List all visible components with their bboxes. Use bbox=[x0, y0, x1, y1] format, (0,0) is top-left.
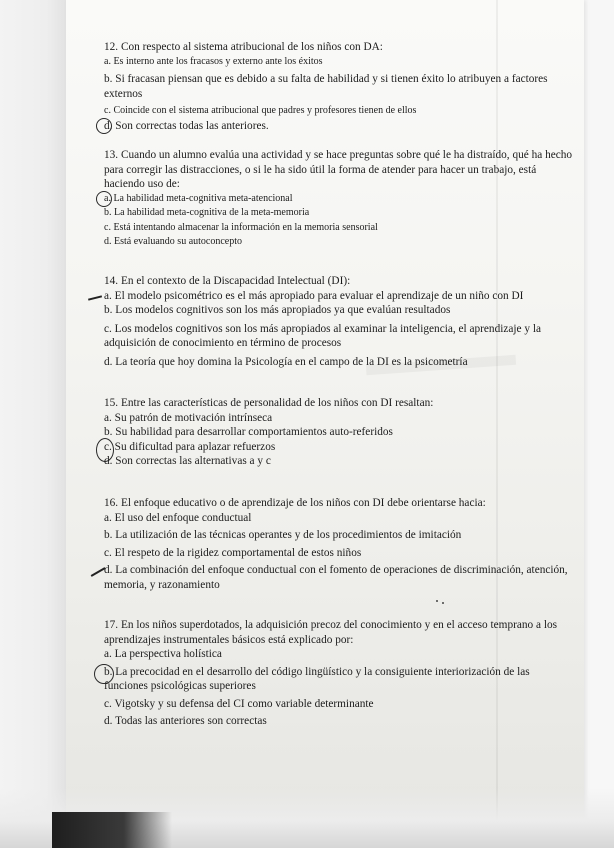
option-c-wrapper bbox=[104, 440, 574, 455]
left-margin bbox=[0, 0, 66, 848]
option-a: a. El uso del enfoque conductual bbox=[104, 511, 252, 524]
option-b: b. La habilidad meta-cognitiva de la meta-memoria bbox=[104, 207, 310, 218]
option-b: b. La utilización de las técnicas operantes y de los procedimientos de imitación bbox=[104, 529, 462, 541]
option-b: b. La precocidad en el desarrollo del código lingüístico y la consiguiente interiorización de las funciones psicológicas superiores bbox=[104, 665, 530, 692]
question-stem: 13. Cuando un alumno evalúa una actividad y se hace preguntas sobre qué le ha distraído, qué ha hecho para corregir las distracciones, o si le ha sido útil la forma de atender para hacer un trabajo, está haciendo uso de: bbox=[104, 149, 573, 190]
option-a-wrapper bbox=[104, 289, 574, 304]
answer-tick-mark bbox=[88, 295, 102, 300]
question-stem: 16. El enfoque educativo o de aprendizaje de los niños con DI debe orientarse hacia: bbox=[104, 497, 486, 509]
option-c: c. Los modelos cognitivos son los más apropiados al examinar la inteligencia, el aprendizaje y la adquisición de conocimiento en término de procesos bbox=[104, 322, 541, 349]
option-d: d. Son correctas todas las anteriores. bbox=[104, 119, 269, 132]
answer-circle-mark bbox=[94, 664, 114, 684]
exam-sheet bbox=[66, 0, 584, 830]
question-stem: 15. Entre las características de personalidad de los niños con DI resaltan: bbox=[104, 397, 434, 409]
question-16 bbox=[104, 496, 574, 592]
question-12 bbox=[104, 40, 574, 133]
option-c: c. Su dificultad para aplazar refuerzos bbox=[104, 440, 276, 453]
question-15 bbox=[104, 396, 574, 469]
option-a: a. El modelo psicométrico es el más apropiado para evaluar el aprendizaje de un niño con DI bbox=[104, 289, 524, 302]
question-17 bbox=[104, 618, 574, 729]
option-a: a. Su patrón de motivación intrínseca bbox=[104, 411, 273, 424]
option-d: d. Está evaluando su autoconcepto bbox=[104, 236, 243, 247]
option-d: d. La combinación del enfoque conductual con el fomento de operaciones de discriminación, atención, memoria, y razonamiento bbox=[104, 564, 568, 591]
option-a: a. La habilidad meta-cognitiva meta-atencional bbox=[104, 192, 293, 204]
answer-circle-mark bbox=[96, 191, 112, 207]
option-d: d. Son correctas las alternativas a y c bbox=[104, 455, 271, 467]
option-d: d. Todas las anteriores son correctas bbox=[104, 715, 267, 727]
option-d-wrapper bbox=[104, 563, 574, 592]
question-stem: 14. En el contexto de la Discapacidad Intelectual (DI): bbox=[104, 275, 351, 287]
question-13 bbox=[104, 148, 574, 250]
option-d: d. La teoría que hoy domina la Psicología en el campo de la DI es la psicometría bbox=[104, 355, 468, 368]
option-b-wrapper bbox=[104, 665, 574, 694]
option-c: c. El respeto de la rigidez comportamental de estos niños bbox=[104, 546, 362, 559]
option-b: b. Si fracasan piensan que es debido a su falta de habilidad y si tienen éxito lo atribuyen a factores externos bbox=[104, 73, 548, 100]
option-c: c. Vigotsky y su defensa del CI como variable determinante bbox=[104, 697, 374, 710]
option-c: c. Está intentando almacenar la información en la memoria sensorial bbox=[104, 221, 378, 233]
dark-object bbox=[52, 812, 172, 848]
option-c: c. Coincide con el sistema atribucional que padres y profesores tienen de ellos bbox=[104, 105, 417, 116]
option-a: a. La perspectiva holística bbox=[104, 648, 222, 660]
stray-mark bbox=[442, 602, 444, 604]
question-14 bbox=[104, 274, 574, 369]
option-d-wrapper bbox=[104, 119, 574, 134]
option-a-wrapper bbox=[104, 192, 574, 207]
question-stem: 12. Con respecto al sistema atribucional de los niños con DA: bbox=[104, 41, 383, 53]
option-b: b. Su habilidad para desarrollar comportamientos auto-referidos bbox=[104, 426, 393, 438]
option-b: b. Los modelos cognitivos son los más apropiados ya que evalúan resultados bbox=[104, 304, 451, 316]
answer-circle-mark bbox=[96, 118, 112, 134]
stray-mark bbox=[436, 600, 438, 602]
question-stem: 17. En los niños superdotados, la adquisición precoz del conocimiento y en el acceso temprano a los aprendizajes instrumentales básicos está explicado por: bbox=[104, 619, 558, 646]
option-a: a. Es interno ante los fracasos y externo ante los éxitos bbox=[104, 55, 323, 67]
right-margin bbox=[582, 0, 614, 848]
